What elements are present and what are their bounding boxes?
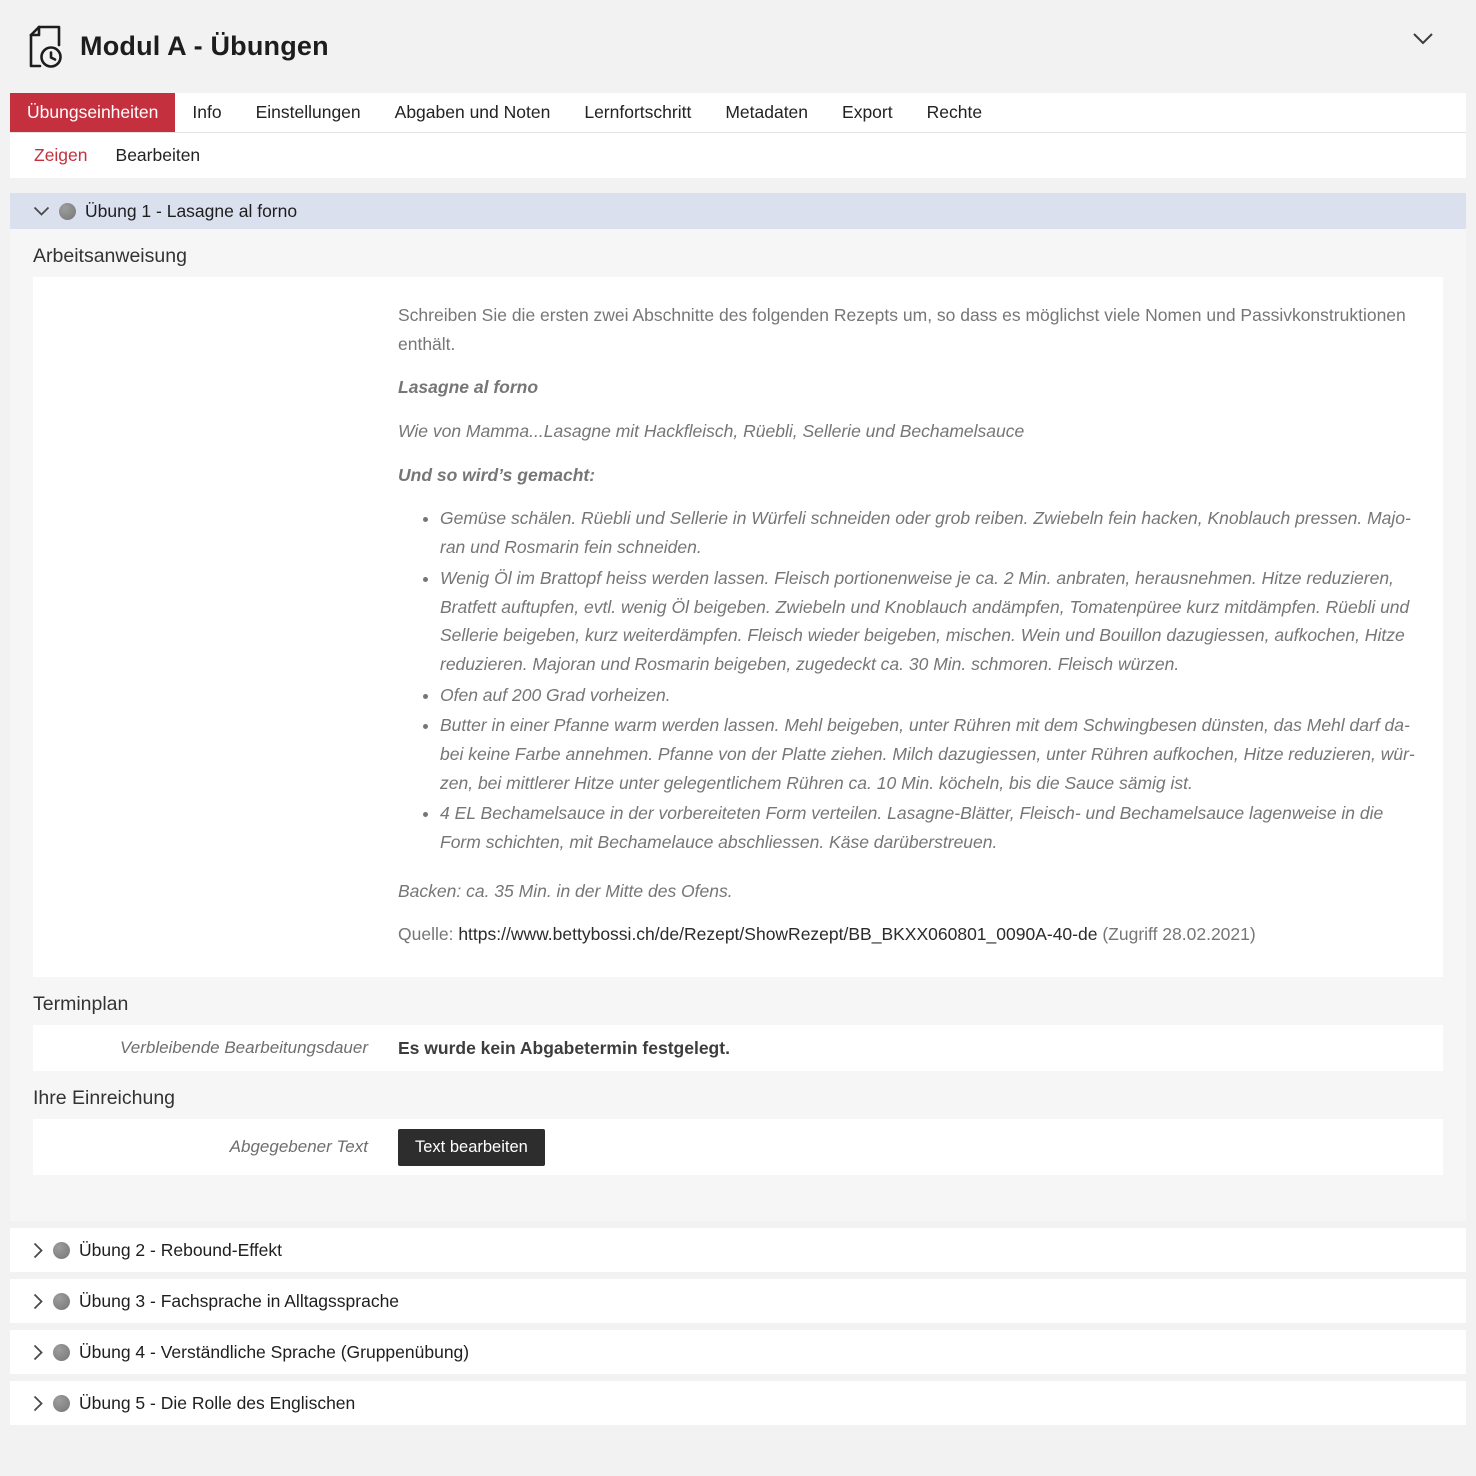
recipe-steps-list [398, 504, 1427, 856]
status-dot-icon [53, 1293, 70, 1310]
status-dot-icon [53, 1242, 70, 1259]
recipe-step: • 4 EL Bechamelsauce in der vorbereiteten Form verteilen. Lasagne-Blätter, Fleisch- und Bechamelsauce lagenweise in die Form schichten, mit Bechamelauce abschliessen. Käse darüberstreuen. [440, 799, 1427, 856]
source-link[interactable]: https://www.bettybossi.ch/de/Rezept/ShowRezept/BB_BKXX060801_0090A-40-de [458, 924, 1098, 945]
exercise-3-header[interactable] [10, 1279, 1466, 1323]
arbeitsanweisung-heading: Arbeitsanweisung [33, 245, 187, 267]
main-tab-bar [10, 93, 1466, 133]
exercise-3-title: Übung 3 - Fachsprache in Alltagssprache [79, 1290, 400, 1311]
source-line [398, 920, 1427, 949]
exercise-4-header[interactable] [10, 1330, 1466, 1374]
chevron-right-icon [33, 1395, 44, 1412]
source-access-date: (Zugriff 28.02.2021) [1097, 924, 1256, 945]
recipe-step: • Wenig Öl im Brattopf heiss werden lassen. Fleisch portionenweise je ca. 2 Min. anbraten, herausnehmen. Hitze reduzieren, Bratfett auftupfen, evtl. wenig Öl beigeben. Zwiebeln und Knoblauch andämpfen, Tomatenpüree kurz mitdämpfen. Rüebli und Sellerie beigeben, kurz weiterdämpfen. Fleisch wieder beigeben, mischen. Wein und Bouillon dazugiessen, aufkochen, Hitze reduzieren. Majoran und Rosmarin beigeben, zugedeckt ca. 30 Min. schmoren. Fleisch würzen. [440, 564, 1427, 679]
collapse-chevron-icon[interactable] [1412, 32, 1434, 46]
exercise-4-title: Übung 4 - Verständliche Sprache (Gruppenübung) [79, 1341, 470, 1362]
tab-info[interactable]: Info [192, 102, 222, 122]
tab-abgaben-und-noten[interactable]: Abgaben und Noten [394, 102, 551, 122]
status-dot-icon [59, 203, 76, 220]
subtab-zeigen[interactable]: Zeigen [34, 145, 88, 165]
exercise-5-header[interactable] [10, 1381, 1466, 1425]
baking-note: Backen: ca. 35 Min. in der Mitte des Ofens. [398, 880, 733, 901]
recipe-step: • Ofen auf 200 Grad vorheizen. [440, 681, 1427, 710]
exercise-1-title: Übung 1 - Lasagne al forno [85, 200, 298, 221]
tab-metadaten[interactable]: Metadaten [725, 102, 809, 122]
recipe-subtitle: Wie von Mamma...Lasagne mit Hackfleisch, Rüebli, Sellerie und Bechamelsauce [398, 421, 1025, 442]
tab-export[interactable]: Export [842, 102, 893, 122]
instruction-intro: Schreiben Sie die ersten zwei Abschnitte des folgenden Rezepts um, so dass es möglichst viele Nomen und Passivkonstruktionen enthält. [398, 305, 1406, 354]
recipe-steps-heading: Und so wird’s gemacht: [398, 464, 596, 485]
edit-text-button[interactable]: Text bearbeiten [398, 1129, 545, 1166]
title-bar [10, 0, 1466, 93]
einreichung-heading: Ihre Einreichung [33, 1087, 176, 1110]
source-label: Quelle: [398, 924, 459, 945]
einreichung-row [33, 1119, 1443, 1175]
tab-rechte[interactable]: Rechte [926, 102, 983, 122]
remaining-duration-value: Es wurde kein Abgabetermin festgelegt. [398, 1037, 730, 1058]
recipe-step: • Gemüse schälen. Rüebli und Sellerie in Würfeli schneiden oder grob reiben. Zwiebeln fein hacken, Knoblauch pressen. Majoran und Rosmarin fein schneiden. [440, 504, 1427, 561]
exercise-1-header[interactable] [10, 193, 1466, 229]
remaining-duration-label: Verbleibende Bearbeitungsdauer [120, 1038, 368, 1058]
tab-lernfortschritt[interactable]: Lernfortschritt [584, 102, 692, 122]
exercise-2-header[interactable] [10, 1228, 1466, 1272]
document-clock-icon [24, 24, 66, 70]
recipe-step: • Butter in einer Pfanne warm werden lassen. Mehl beigeben, unter Rühren mit dem Schwingbesen dünsten, das Mehl darf dabei keine Farbe annehmen. Pfanne von der Platte ziehen. Milch dazugiessen, unter Rühren aufkochen, Hitze reduzieren, würzen, bei mittlerer Hitze unter gelegentlichem Rühren ca. 10 Min. köcheln, bis die Sauce sämig ist. [440, 711, 1427, 797]
page-title: Modul A - Übungen [80, 31, 329, 61]
exercise-1-body [10, 245, 1466, 1175]
tab-uebungseinheiten[interactable]: Übungseinheiten [10, 93, 175, 132]
exercise-5-title: Übung 5 - Die Rolle des Englischen [79, 1392, 356, 1413]
tab-einstellungen[interactable]: Einstellungen [255, 102, 361, 122]
status-dot-icon [53, 1395, 70, 1412]
chevron-down-icon [33, 206, 50, 217]
sub-tab-bar [10, 133, 1466, 178]
collapsed-exercise-list [10, 1228, 1466, 1425]
chevron-right-icon [33, 1293, 44, 1310]
exercise-2-title: Übung 2 - Rebound-Effekt [79, 1239, 283, 1260]
exercise-1-panel [10, 193, 1466, 1221]
chevron-right-icon [33, 1344, 44, 1361]
arbeitsanweisung-content [33, 277, 1443, 977]
chevron-right-icon [33, 1242, 44, 1259]
subtab-bearbeiten[interactable]: Bearbeiten [115, 145, 201, 165]
status-dot-icon [53, 1344, 70, 1361]
terminplan-row [33, 1025, 1443, 1071]
recipe-title: Lasagne al forno [398, 377, 539, 398]
submitted-text-label: Abgegebener Text [229, 1137, 368, 1157]
terminplan-heading: Terminplan [33, 993, 129, 1016]
